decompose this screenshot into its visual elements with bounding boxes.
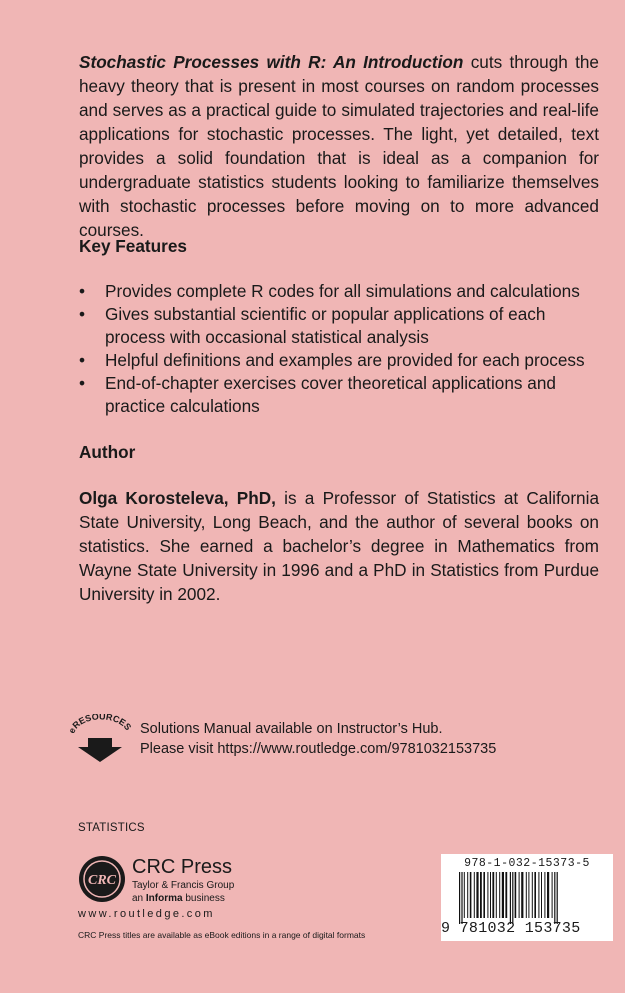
eresources-badge-text: eRESOURCES xyxy=(66,714,134,735)
publisher-url: www.routledge.com xyxy=(78,908,215,920)
author-bio-text: is a Professor of Statistics at California State University, Long Beach, and the author of several books on statistics. She earned a bachelor’s degree in Mathematics from Wayne State University in 1996 and a PhD in Statistics from Purdue University in 2002. xyxy=(79,488,599,604)
barcode-bar xyxy=(519,872,520,918)
barcode-bar xyxy=(528,872,529,918)
crc-press-logo xyxy=(78,855,126,903)
key-features-heading: Key Features xyxy=(79,236,187,256)
bullet: • xyxy=(79,281,86,301)
barcode-bar xyxy=(474,872,475,918)
svg-text:eRESOURCES xyxy=(67,714,134,735)
barcode-bar xyxy=(480,872,482,918)
barcode-bar xyxy=(467,872,468,918)
eresources-line-1: Solutions Manual available on Instructor’s Hub. xyxy=(140,721,443,737)
informa-line: an Informa business xyxy=(132,893,225,904)
ebook-note: CRC Press titles are available as eBook editions in a range of digital formats xyxy=(78,930,366,940)
barcode-bar xyxy=(541,872,542,918)
list-item: • Gives substantial scientific or popular applications of each process with occasional statistical analysis xyxy=(79,304,546,347)
bullet: • xyxy=(79,304,86,324)
eresources-icon xyxy=(66,714,134,764)
barcode-bar xyxy=(499,872,500,918)
barcode-bar xyxy=(492,872,494,918)
list-item: • Provides complete R codes for all simulations and calculations xyxy=(79,281,580,301)
barcode-bar xyxy=(512,872,513,924)
bullet: • xyxy=(79,373,86,393)
barcode-bar xyxy=(487,872,488,918)
author-bio xyxy=(79,486,599,606)
barcode-bar xyxy=(557,872,558,924)
barcode-bar xyxy=(470,872,472,918)
barcode-bars xyxy=(447,872,607,924)
category-label: STATISTICS xyxy=(78,822,145,834)
isbn-barcode xyxy=(441,854,613,941)
barcode-bar xyxy=(538,872,539,918)
publisher-group: Taylor & Francis Group xyxy=(132,880,235,891)
barcode-bar xyxy=(476,872,478,918)
barcode-bar xyxy=(532,872,533,918)
barcode-bar xyxy=(483,872,485,918)
barcode-bar xyxy=(554,872,555,924)
description-text: cuts through the heavy theory that is present in most courses on random processes and serves as a practical guide to simulated trajectories and real-life applications for stochastic processes. The light, yet detailed, text provides a solid foundation that is ideal as a companion for undergraduate statistics students looking to familiarize themselves with stochastic processes before moving on to more advanced courses. xyxy=(79,52,599,240)
barcode-bar xyxy=(459,872,460,924)
barcode-bar xyxy=(547,872,549,918)
barcode-bar xyxy=(526,872,527,918)
crc-logo-text: CRC xyxy=(87,873,117,888)
barcode-bar xyxy=(505,872,507,918)
list-item: • Helpful definitions and examples are provided for each process xyxy=(79,350,585,370)
barcode-bar xyxy=(510,872,511,924)
barcode-bar xyxy=(496,872,497,918)
author-name: Olga Korosteleva, PhD, xyxy=(79,488,276,508)
barcode-bar xyxy=(544,872,545,918)
barcode-bar xyxy=(552,872,553,918)
barcode-bar xyxy=(490,872,491,918)
publisher-name: CRC Press xyxy=(132,856,233,878)
list-item: • End-of-chapter exercises cover theoretical applications and practice calculations xyxy=(79,373,556,416)
author-heading: Author xyxy=(79,442,136,462)
barcode-bar xyxy=(534,872,536,918)
isbn-digits: 9 781032 153735 xyxy=(441,920,581,937)
description-block xyxy=(79,50,599,242)
isbn-formatted: 978-1-032-15373-5 xyxy=(464,857,590,870)
book-title: Stochastic Processes with R: An Introduction xyxy=(79,52,464,72)
key-features-list xyxy=(79,280,599,418)
barcode-bar xyxy=(515,872,517,918)
eresources-line-2: Please visit https://www.routledge.com/9781032153735 xyxy=(140,741,497,757)
barcode-bar xyxy=(464,872,465,918)
eresources-notice xyxy=(140,719,496,759)
description-paragraph xyxy=(79,50,599,242)
barcode-bar xyxy=(502,872,504,918)
barcode-bar xyxy=(521,872,523,918)
bullet: • xyxy=(79,350,86,370)
barcode-bar xyxy=(461,872,462,924)
